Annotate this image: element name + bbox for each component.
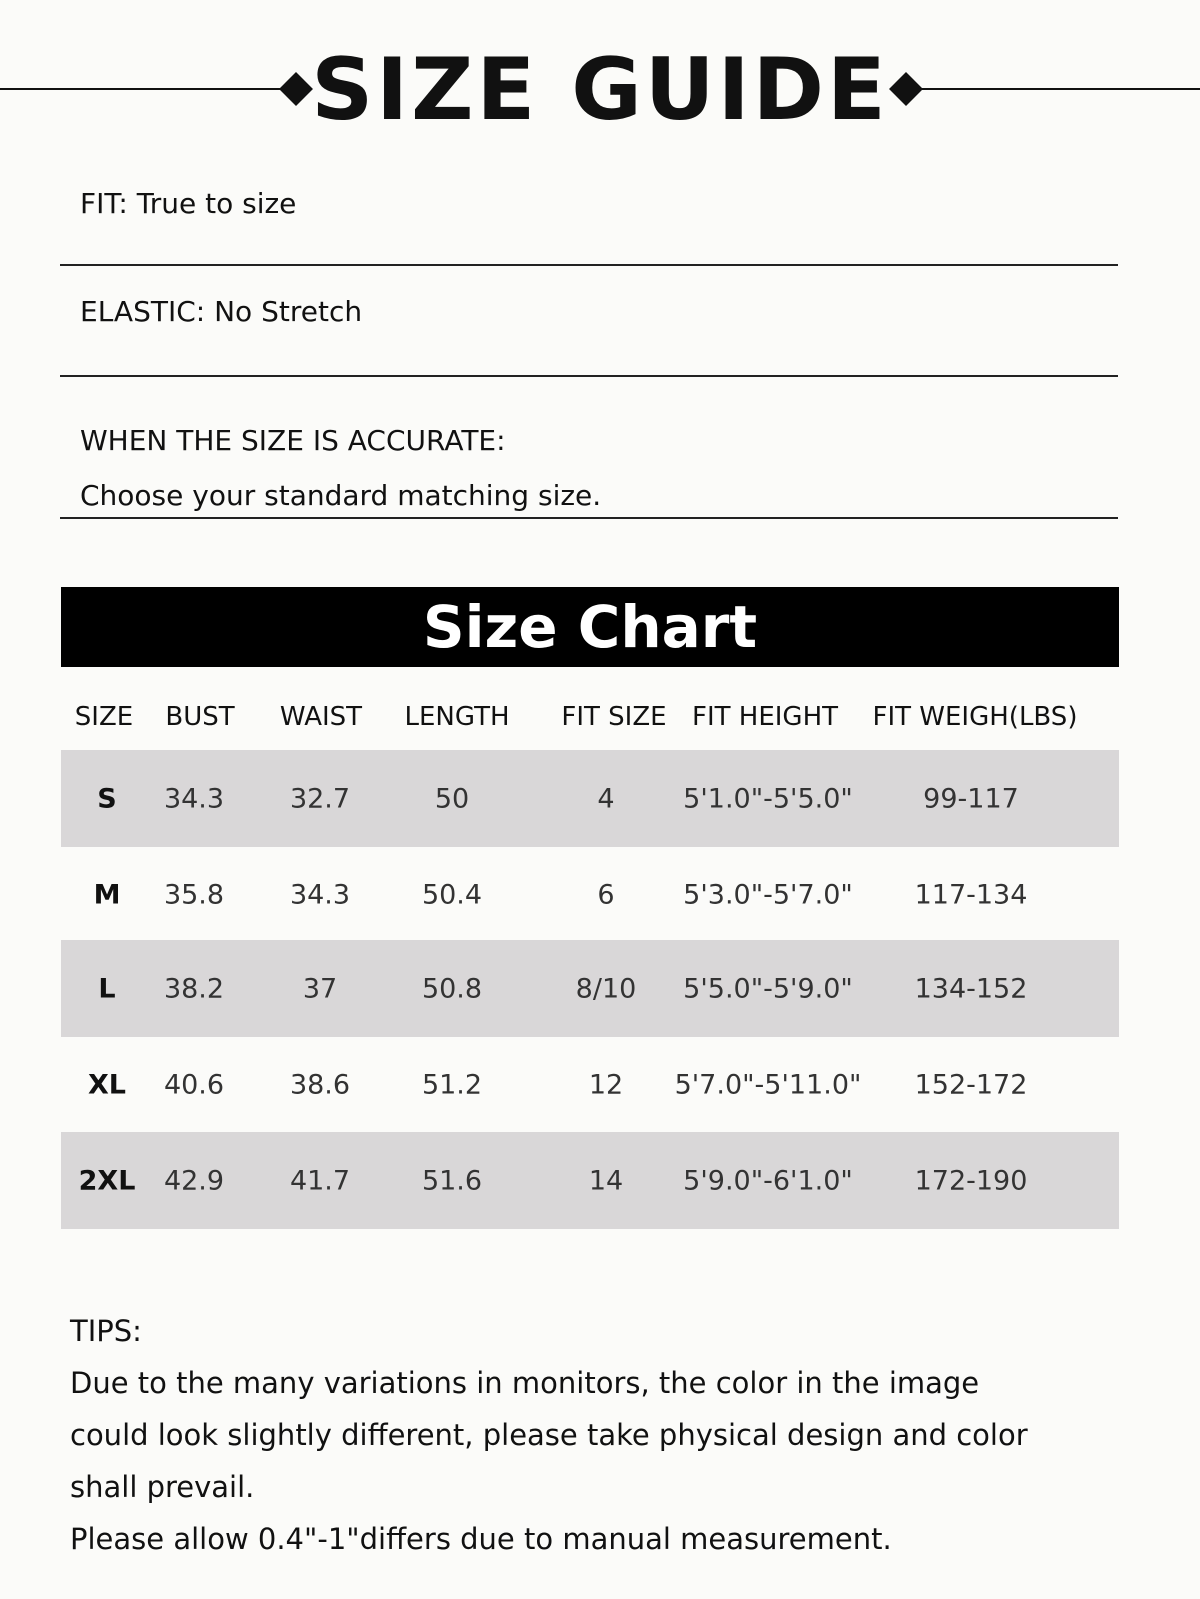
waist-cell: 38.6 (289, 1069, 351, 1100)
fit-weight-cell: 172-190 (914, 1165, 1028, 1196)
size-chart-banner (61, 587, 1119, 667)
tips-line: Please allow 0.4"-1"differs due to manual measurement. (70, 1522, 892, 1556)
column-header-fit-weight: FIT WEIGH(LBS) (872, 702, 1078, 732)
bust-cell: 34.3 (163, 783, 225, 814)
length-cell: 50 (434, 783, 470, 814)
fit-size-cell: 6 (597, 879, 615, 910)
length-cell: 50.4 (421, 879, 483, 910)
title-right-rule (910, 88, 1200, 90)
column-header-waist: WAIST (279, 702, 363, 732)
size-cell: XL (87, 1069, 127, 1100)
table-row (61, 1132, 1119, 1229)
tips-line: shall prevail. (70, 1470, 255, 1504)
size-cell: S (97, 783, 117, 814)
fit-info: FIT: True to size (80, 187, 297, 220)
column-header-length: LENGTH (404, 702, 510, 732)
size-cell: L (98, 973, 116, 1004)
waist-cell: 37 (302, 973, 338, 1004)
fit-weight-cell: 117-134 (914, 879, 1028, 910)
table-row (61, 1036, 1119, 1133)
fit-height-cell: 5'7.0"-5'11.0" (674, 1069, 862, 1100)
table-row (61, 846, 1119, 943)
length-cell: 51.6 (421, 1165, 483, 1196)
waist-cell: 32.7 (289, 783, 351, 814)
tips-section (70, 1305, 1150, 1565)
elastic-info: ELASTIC: No Stretch (80, 295, 363, 328)
fit-height-cell: 5'9.0"-6'1.0" (683, 1165, 853, 1196)
fit-size-cell: 12 (588, 1069, 624, 1100)
divider (60, 264, 1118, 266)
fit-size-cell: 14 (588, 1165, 624, 1196)
fit-weight-cell: 99-117 (923, 783, 1019, 814)
bust-cell: 40.6 (163, 1069, 225, 1100)
fit-height-cell: 5'3.0"-5'7.0" (683, 879, 853, 910)
column-header-fit-height: FIT HEIGHT (692, 702, 838, 732)
table-row (61, 750, 1119, 847)
divider (60, 517, 1118, 519)
length-cell: 51.2 (421, 1069, 483, 1100)
tips-line: Due to the many variations in monitors, the color in the image (70, 1366, 980, 1400)
size-chart-title: Size Chart (422, 593, 758, 661)
fit-height-cell: 5'1.0"-5'5.0" (683, 783, 853, 814)
column-header-fit-size: FIT SIZE (561, 702, 667, 732)
tips-heading: TIPS: (70, 1314, 142, 1348)
bust-cell: 35.8 (163, 879, 225, 910)
fit-height-cell: 5'5.0"-5'9.0" (683, 973, 853, 1004)
divider (60, 375, 1118, 377)
bust-cell: 42.9 (163, 1165, 225, 1196)
size-cell: 2XL (78, 1165, 136, 1196)
fit-weight-cell: 134-152 (914, 973, 1028, 1004)
bust-cell: 38.2 (163, 973, 225, 1004)
fit-size-cell: 8/10 (575, 973, 637, 1004)
column-header-bust: BUST (165, 702, 235, 732)
column-header-size: SIZE (74, 702, 134, 732)
table-row (61, 940, 1119, 1037)
accurate-heading: WHEN THE SIZE IS ACCURATE: (80, 424, 506, 457)
waist-cell: 41.7 (289, 1165, 351, 1196)
title-row (0, 40, 1200, 140)
page-title: SIZE GUIDE (311, 40, 889, 140)
accurate-text: Choose your standard matching size. (80, 479, 602, 512)
waist-cell: 34.3 (289, 879, 351, 910)
title-left-rule (0, 88, 290, 90)
size-cell: M (93, 879, 121, 910)
fit-weight-cell: 152-172 (914, 1069, 1028, 1100)
length-cell: 50.8 (421, 973, 483, 1004)
fit-size-cell: 4 (597, 783, 615, 814)
tips-line: could look slightly different, please take physical design and color (70, 1418, 1028, 1452)
